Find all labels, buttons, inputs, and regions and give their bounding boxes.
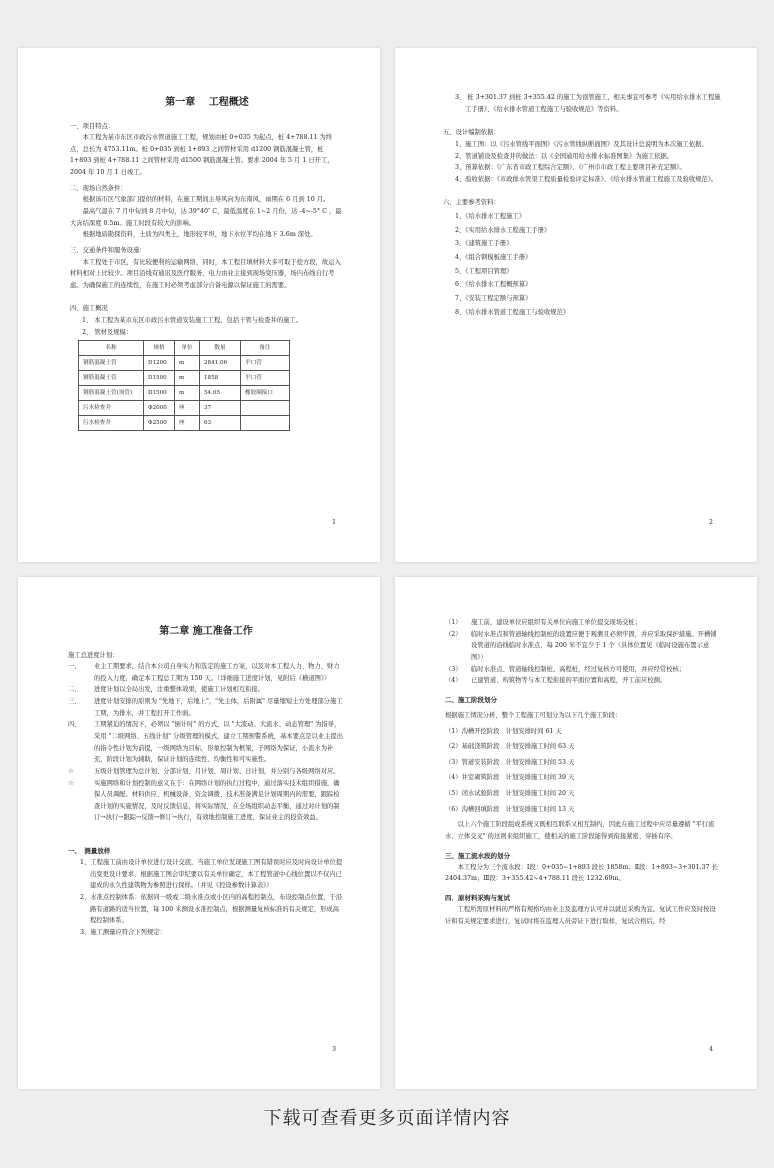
list-item — [445, 617, 721, 629]
document-page-2 — [395, 48, 757, 562]
list-item: （4）井室砌筑阶段 计划安排施工时间 39 天 — [445, 774, 575, 782]
list-text: 临时水准点、管道轴线控制桩、高程桩，经过复核方可使用，并应经常校核； — [471, 665, 686, 673]
list-item: （5）闭水试验阶段 计划安排施工时间 20 天 — [445, 790, 575, 798]
table-row — [79, 416, 290, 431]
page-number: 2 — [709, 518, 713, 526]
list-item — [68, 661, 344, 684]
list-item — [445, 675, 721, 687]
table-cell: D1500 — [144, 386, 175, 401]
paragraph: 本工程为某市东区市政污水管道施工工程，规划由桩 0+035 为起点，桩 4+788.11 为终点，总长为 4753.11m。桩 0+035 到桩 1+893 之间管材采用 d1200 钢筋混凝土管，桩 1+893 到桩 4+788.11 之间管材采用 d1500 钢筋混凝土管。要求 2004 年 5 月 1 日开工， 2004 年 10 月 1 日竣工。 — [70, 134, 334, 177]
list-item: 1、施工图：以《污水管线平面图》《污水管线纵断面图》及其设计总说明为本次施工依据。 — [455, 140, 708, 148]
table-cell: D1200 — [144, 356, 175, 371]
list-marker: ☆ — [68, 767, 74, 775]
table-header-cell: 数量 — [200, 341, 241, 356]
list-item — [68, 684, 344, 696]
table-header-cell: 规格 — [144, 341, 175, 356]
table-header-cell: 名称 — [79, 341, 144, 356]
list-item: 1、工程施工前由设计单位进行设计交底，当施工单位发现施工图有错误时应及时向设计单位提出变更设计要求，根据施工图会审纪要以有关单位确定，本工程管道中心线位置以不仅内已建成的永久性建筑物为参照进行探样。（并见《控设参数计算表》） — [80, 859, 343, 890]
table-cell: m — [175, 356, 200, 371]
paragraph: 根据施工情况分析，整个工程施工可划分为以下几个施工阶段： — [445, 711, 622, 719]
list-item — [68, 778, 344, 825]
list-text: 临时水准点和管道轴线控制桩的设置应便于观测且必须牢固，并应采取保护措施。开槽铺设管道的沿线临时水准点，每 200 米不宜少于 1 个（具体位置见《临时设施布置示意图》） — [471, 630, 717, 661]
table-cell: 1858 — [200, 371, 241, 386]
paragraph: 根据地质勘探资料，土质为四类土，地形较平坦，地下水位平均在地下 3.6m 深处。 — [82, 231, 317, 239]
section-heading: 四．原材料采购与复试 — [445, 893, 510, 902]
section-heading: 三、交通条件和服务设施： — [70, 246, 146, 254]
table-header-cell: 备注 — [241, 341, 290, 356]
pipe-spec-table — [78, 340, 290, 431]
table-row — [79, 386, 290, 401]
table-cell: 橡胶圈接口 — [241, 386, 290, 401]
list-item: 7、《安装工程定额与预算》 — [455, 294, 532, 302]
list-item: 6、《给水排水工程概预算》 — [455, 281, 532, 289]
document-page-3 — [18, 577, 380, 1089]
list-text: 已建管道、构筑物等与本工程衔接的平面位置和高程，开工前应校测。 — [471, 677, 667, 685]
list-marker: ☆ — [68, 779, 74, 787]
chapter-title: 第二章 施工准备工作 — [159, 626, 253, 637]
list-item: 2、管道铺设及检查井的做法：以《全国通用给水排水标准图集》为施工依据。 — [455, 152, 674, 160]
list-text: 工期紧迫的情况下，必须以 "倒计时" 的方式，以 "大流动、大流水、动态管理" 为指导，采用 "二级网络、五线计划" 分级管理的模式，建立工期预警系统，基本要点是以业主提出的指令性计划为前提，一级网络为目标，形象控制为框架，子网络为保证，小流水为补充，阶段计划为辅助，保证计划的连续性、均衡性和可实施性。 — [94, 721, 344, 764]
list-item: 4、验收依据：《市政排水管渠工程质量检验评定标准》、《给水排水管道工程施工及验收规范》。 — [455, 175, 718, 183]
list-item: 1、 本工程为某市东区市政污水管道安装施工工程，包括干管与检查井的施工。 — [82, 317, 303, 325]
list-item: （3）管道安装阶段 计划安排施工时间 53 天 — [445, 758, 575, 766]
list-item: 3、《建筑施工手册》 — [455, 240, 513, 248]
table-header-row — [79, 341, 290, 356]
section-heading: 三、施工流水段的划分 — [445, 851, 510, 860]
table-row — [79, 371, 290, 386]
list-item: （6）沟槽回填阶段 计划安排施工时间 13 天 — [445, 805, 575, 813]
table-row — [79, 401, 290, 416]
section-heading: 一、项目特点： — [70, 122, 115, 130]
table-cell — [241, 416, 290, 431]
list-text: 实施网络和计划控制的意义在于：在网络计划的执行过程中，通过落实技术组织措施，确保人员调配、材料供应、机械设备、资金调拨、技术准备满足计划周期内的需要，跟踪检查计划的实施情况，及时反馈信息，将实际情况，在全场组织动态平衡，通过对计划的制订→执行→跟踪→反馈→修订→执行，有效地控制施工进度，保证业主的投资效益。 — [94, 779, 340, 822]
page-number: 4 — [709, 1045, 713, 1053]
list-marker: （3） — [445, 665, 462, 673]
table-cell: 54.05 — [200, 386, 241, 401]
section-heading: 六、主要参考资料： — [443, 199, 500, 207]
section-heading: 五、设计编制依据： — [443, 129, 500, 137]
list-item: 8、《给水排水管道工程施工与验收规范》 — [455, 308, 570, 316]
list-item: 5、《工程项目管理》 — [455, 267, 513, 275]
list-item: 1、《给水排水工程施工》 — [455, 213, 526, 221]
page-number: 1 — [332, 518, 336, 526]
table-cell: 2841.06 — [200, 356, 241, 371]
chapter-title: 第一章 工程概述 — [165, 97, 249, 108]
paragraph: 最高气温在 7 月中旬到 8 月中旬，达 39°40″ C，最低温度在 1~2 月份，达 -4~-5° C ，最大冻结深度 0.5m。施工时段有较大的影响。 — [70, 207, 342, 227]
list-marker: 三、 — [68, 698, 81, 706]
table-cell: 座 — [175, 416, 200, 431]
list-item: 3、 桩 3+301.37 到桩 3+355.42 的施工为顶管施工，相关事宜可参考《实用给水排水工程施工手册》、《给水排水管道工程施工与验收规范》等资料。 — [455, 94, 721, 113]
download-more-banner[interactable]: 下载可查看更多页面详情内容 — [263, 1108, 511, 1129]
list-item: 4、《组合钢模板施工手册》 — [455, 254, 532, 262]
paragraph: 根据该市区气象部门提供的材料，在施工期间主导风向为东南风，雨期在 6 月到 10 月。 — [82, 196, 330, 204]
list-text: 施工前，建设单位应组织有关单位向施工单位提交现场交桩； — [471, 619, 642, 626]
list-item: 2、《实用给水排水工程施工手册》 — [455, 226, 551, 234]
list-item: 2、 管材及规模： — [82, 328, 133, 336]
list-marker: （1） — [445, 619, 462, 626]
table-cell: 63 — [200, 416, 241, 431]
table-header-cell: 单位 — [175, 341, 200, 356]
list-item — [68, 766, 344, 778]
list-item — [68, 719, 344, 766]
table-row — [79, 356, 290, 371]
section-heading: 四、施工概况 — [70, 305, 108, 313]
list-text: 业主工期要求，结合本公司自身实力和选定的施工方案，以及对本工程人力、物力、财力的投入力度，确定本工程总工期为 150 天。（详细施工进度计划，见附后《横道图》） — [94, 663, 340, 682]
table-cell: Φ2000 — [144, 401, 175, 416]
page-number: 3 — [332, 1045, 336, 1053]
table-cell: 平口管 — [241, 356, 290, 371]
table-cell: 污水检查井 — [79, 401, 144, 416]
list-item: （1）沟槽开挖阶段 计划安排时间 61 天 — [445, 727, 562, 735]
paragraph: 工程所需原材料的严格有规格均由业主及监理方认可并以就近采购为宜。复试工作应及时按设计和有关规定要求进行，复试时将在监理人员旁证下进行取样，复试合格后，经 — [445, 905, 716, 925]
table-cell: 37 — [200, 401, 241, 416]
table-cell — [241, 401, 290, 416]
table-cell: 座 — [175, 401, 200, 416]
section-heading: 一、 测量放样 — [68, 847, 111, 856]
list-text: 进度计划安排的原则为 "先地下，后地上"，"先主体，后附属" 尽量缩短土方处理部分施工工期，为排水，并工程打开工作面。 — [94, 698, 343, 717]
list-item — [68, 696, 344, 719]
list-marker: （2） — [445, 630, 462, 638]
list-text: 进度计划以全局出发，注重整体效果，使施工计划相互衔接。 — [94, 686, 265, 694]
table-cell: 钢筋混凝土管 — [79, 356, 144, 371]
list-item: 2、水准点控制体系：依据同一级或二级水准点或小区内的高程控制点，布设控制点位置，于沿路有道路的适当位置，每 100 米测设水准控制点，根据测量复核标准的有关规定，形成高程控制体系。 — [80, 894, 343, 925]
list-marker: 四、 — [68, 721, 81, 729]
table-cell: Φ2500 — [144, 416, 175, 431]
table-cell: 平口管 — [241, 371, 290, 386]
paragraph: 以上六个施工阶段组成系统又既相互联系又相互制约，因此在施工过程中应尽量遵循 "平行流水、立体交叉" 的这则来组织施工，使相关的施工阶段能得到衔接紧密、穿插有序。 — [445, 821, 715, 840]
list-marker: 一、 — [68, 663, 81, 671]
table-cell: D1500 — [144, 371, 175, 386]
document-page-4 — [395, 577, 757, 1089]
list-item: 3、施工测量应符合下列规定： — [80, 928, 166, 936]
list-text: 五级计划管理为总计划、分部计划、月计划、周计划、日计划，并分别与各级网络对应。 — [94, 767, 340, 775]
table-cell: 钢筋混凝土管 — [79, 371, 144, 386]
paragraph: 本工程处于市区，有比较便利的运输网络，同时，本工程目填材料大多可取于挖方段，故运入材料相对上比较少。项目沿线有通讯及医疗服务，电力由业主接到现场变压器，场内布线自行考虑。为确保施工的连续性，在施工时必须考虑部分自备电源以保证施工的需要。 — [70, 258, 341, 289]
list-item — [445, 629, 721, 664]
document-page-1 — [18, 48, 380, 562]
list-item: （2）基础浇筑阶段 计划安排施工时间 63 天 — [445, 743, 575, 751]
list-marker: 二、 — [68, 686, 81, 694]
list-item — [445, 664, 721, 676]
section-heading: 二、施工阶段划分 — [445, 695, 497, 704]
list-marker: （4） — [445, 677, 462, 685]
list-item: 3、预算依据：《广东省市政工程综合定额》、《广州市市政工程主要项目补充定额》。 — [455, 164, 686, 172]
paragraph: 本工程分为三个流水段：Ⅰ段：0+035~1+893 段长 1858m；Ⅱ段：1+893~3+301.37 长 2404.37m；Ⅲ段：3+355.42~4+788.11 段长 1232.69m。 — [445, 863, 718, 883]
table-cell: m — [175, 386, 200, 401]
table-cell: 污水检查井 — [79, 416, 144, 431]
table-cell: m — [175, 371, 200, 386]
table-cell: 钢筋混凝土管(顶管) — [79, 386, 144, 401]
section-heading: 二、现场自然条件： — [70, 184, 127, 192]
section-heading: 施工总进度计划： — [68, 651, 119, 659]
